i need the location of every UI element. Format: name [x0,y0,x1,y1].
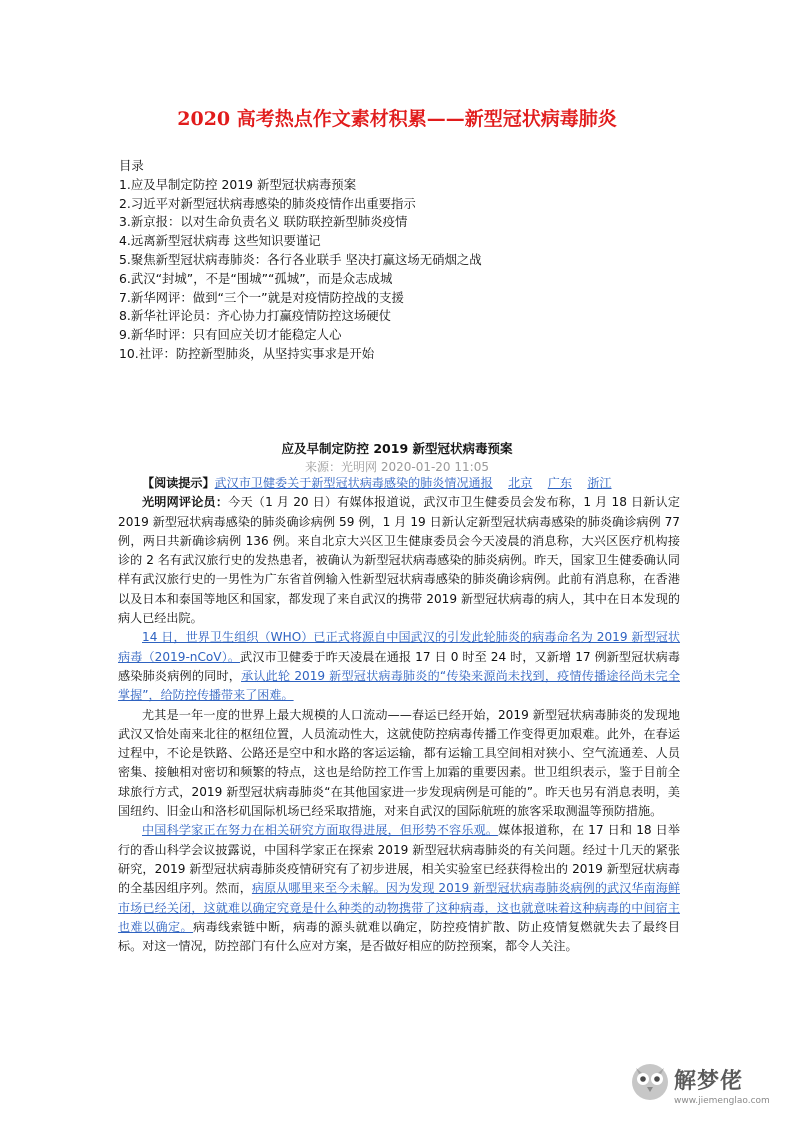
paragraph-3: 尤其是一年一度的世界上最大规模的人口流动——春运已经开始，2019 新型冠状病毒肺炎的发现地武汉又恰处南来北往的枢纽位置，人员流动性大，这就使防控病毒传播工作变得更加艰难。此外，在春运过程中，不论是铁路、公路还是空中和水路的客运运输，都有运输工具空间相对狭小、空气流通差、人员密集、接触相对密切和频繁的特点，这也是给防控工作雪上加霜的重要因素。世卫组织表示，鉴于目前全球旅行方式，2019 新型冠状病毒肺炎“在其他国家进一步发现病例是可能的”。昨天也另有消息表明，美国纽约、旧金山和洛杉矶国际机场已经采取措施，对来自武汉的国际航班的旅客采取测温等预防措施。 [118,707,680,819]
paragraph-2-text: 武汉市卫健委于昨天凌晨在通报 17 日 0 时至 24 时，又新增 17 例新型冠状病毒感染肺炎病例的同时， [118,649,680,683]
tip-label: 【阅读提示】 [142,476,215,490]
paragraph-1 [118,493,680,628]
source-unknown-link[interactable]: 承认此轮 2019 新型冠状病毒肺炎的“传染来源尚未找到，疫情传播途径尚未完全掌握”，给防控传播带来了困难。 [118,668,680,703]
toc-item[interactable]: 3.新京报：以对生命负责名义 联防联控新型肺炎疫情 [119,214,408,230]
document-title: 2020 高考热点作文素材积累——新型冠状病毒肺炎 [177,108,617,130]
toc-item[interactable]: 4.远离新型冠状病毒 这些知识要谨记 [119,233,321,249]
toc-item[interactable]: 1.应及早制定防控 2019 新型冠状病毒预案 [119,176,357,192]
toc-item[interactable]: 8.新华社评论员：齐心协力打赢疫情防控这场硬仗 [119,308,392,324]
article-source: 来源：光明网 2020-01-20 11:05 [305,460,489,474]
tip-link-wuhan[interactable]: 武汉市卫健委关于新型冠状病毒感染的肺炎情况通报 [214,476,493,490]
toc-item[interactable]: 9.新华时评：只有回应关切才能稳定人心 [119,327,342,343]
tip-link-guangdong[interactable]: 广东 [547,476,572,490]
paragraph-2 [118,628,680,705]
toc-heading: 目录 [119,158,144,173]
toc-item[interactable]: 7.新华网评：做到“三个一”就是对疫情防控战的支援 [119,289,404,305]
toc-item[interactable]: 2.习近平对新型冠状病毒感染的肺炎疫情作出重要指示 [119,195,416,211]
paragraph-4-text-2: 病毒线索链中断，病毒的源头就难以确定，防控疫情扩散、防止疫情复燃就失去了最终目标。对这一情况，防控部门有什么应对方案，是否做好相应的防控预案，都令人关注。 [118,919,680,954]
paragraph-1-text: 今天（1 月 20 日）有媒体报道说，武汉市卫生健委员会发布称，1 月 18 日新认定 2019 新型冠状病毒感染的肺炎确诊病例 59 例，1 月 19 日新认定新型冠状病毒感染的肺炎确诊病例 77 例，两日共新确诊病例 136 例。来自北京大兴区卫生健康委员会今天凌晨的消息称，大兴区医疗机构接诊的 2 名有武汉旅行史的发热患者，被确认为新型冠状病毒感染的肺炎病例。昨天，国家卫生健委确认同样有武汉旅行史的一男性为广东省首例输入性新型冠状病毒感染的肺炎确诊病例。此前有消息称，在香港以及日本和泰国等地区和国家，都发现了来自武汉的携带 2019 新型冠状病毒的病人，其中在日本发现的病人已经出院。 [118,495,680,626]
pathogen-origin-link[interactable]: 病原从哪里来至今未解。因为发现 2019 新型冠状病毒肺炎病例的武汉华南海鲜市场已经关闭，这就难以确定究竟是什么种类的动物携带了这种病毒，这也就意味着这种病毒的中间宿主也难以确定。 [118,881,680,934]
paragraph-1-lead: 光明网评论员： [142,495,229,510]
watermark-title: 解梦佬 [674,1069,744,1094]
research-progress-link[interactable]: 中国科学家正在努力在相关研究方面取得进展，但形势不容乐观。 [142,823,499,838]
tip-link-beijing[interactable]: 北京 [508,476,533,490]
table-of-contents [119,157,482,364]
paragraph-4 [118,821,680,956]
toc-item[interactable]: 6.武汉“封城”，不是“围城”“孤城”，而是众志成城 [119,270,393,286]
owl-logo-icon [628,1058,672,1102]
tip-link-zhejiang[interactable]: 浙江 [587,476,612,490]
watermark-url: www.jiemenglao.com [674,1096,770,1106]
article-title: 应及早制定防控 2019 新型冠状病毒预案 [281,441,513,456]
who-naming-link[interactable]: 14 日，世界卫生组织（WHO）已正式将源自中国武汉的引发此轮肺炎的病毒命名为 2019 新型冠状病毒（2019-nCoV）。 [118,630,680,664]
paragraph-4-text-1: 媒体报道称，在 17 日和 18 日举行的香山科学会议披露说，中国科学家正在探索 2019 新型冠状病毒肺炎的有关问题。经过十几天的紧张研究，2019 新型冠状病毒肺炎疫情研究有了初步进展，相关实验室已经获得检出的 2019 新型冠状病毒的全基因组序列。然而， [118,823,680,896]
toc-item[interactable]: 10.社评：防控新型肺炎，从坚持实事求是开始 [119,345,375,361]
site-watermark [628,1058,788,1118]
article-body [118,474,680,956]
reading-tip [118,474,680,493]
toc-item[interactable]: 5.聚焦新型冠状病毒肺炎：各行各业联手 坚决打赢这场无硝烟之战 [119,251,482,267]
